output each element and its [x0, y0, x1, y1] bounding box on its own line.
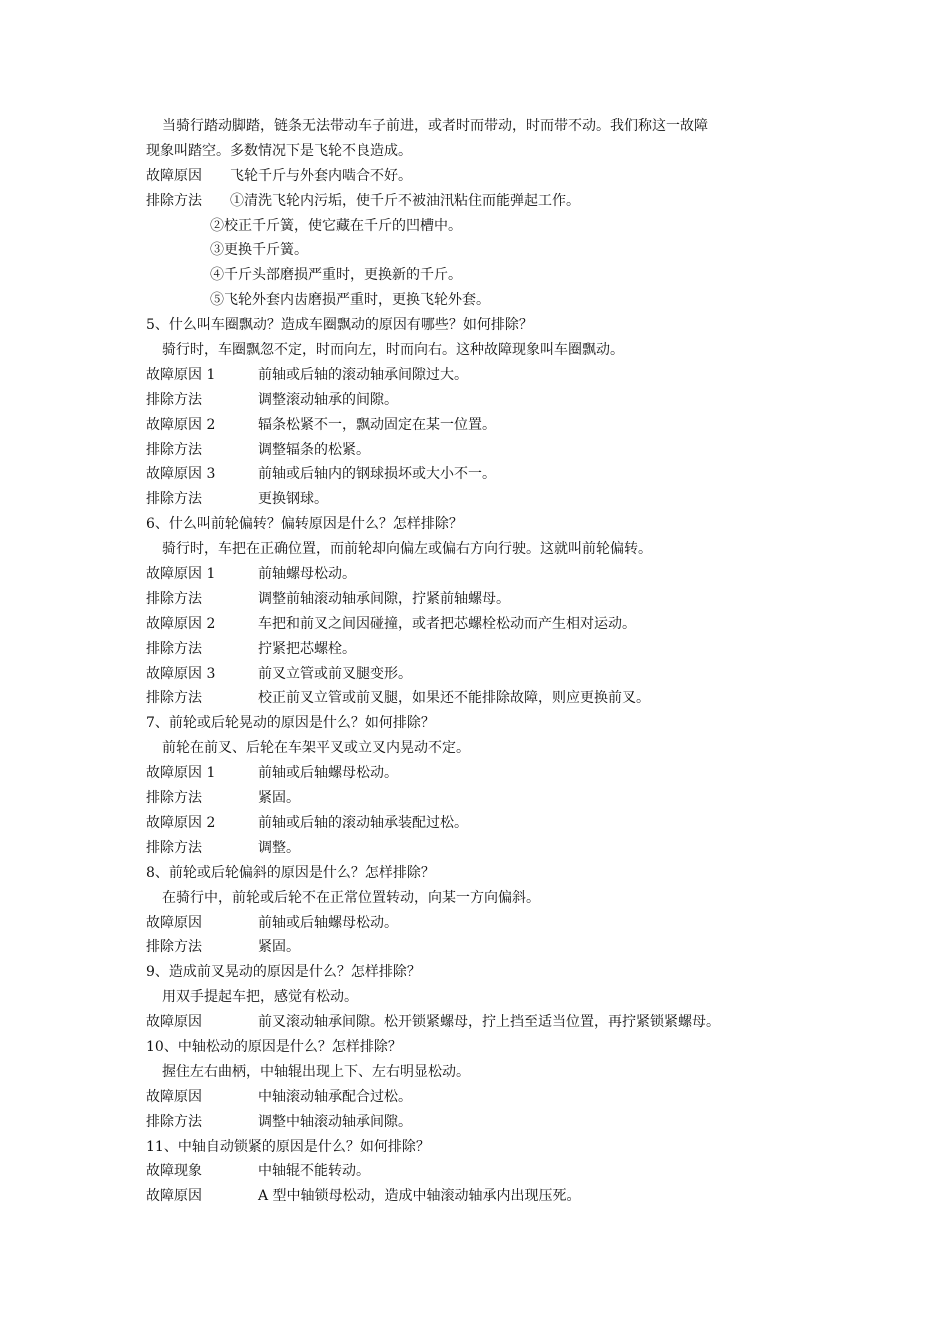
row-label: 故障原因 3 [146, 466, 216, 483]
question-description: 前轮在前叉、后轮在车架平叉或立叉内晃动不定。 [162, 740, 470, 757]
cause-row [146, 811, 826, 836]
row-text: 前叉立管或前叉腿变形。 [258, 665, 412, 682]
cause-row [146, 363, 826, 388]
fix-row [146, 487, 826, 512]
question-description: 骑行时，车圈飘忽不定，时而向左，时而向右。这种故障现象叫车圈飘动。 [162, 342, 624, 359]
row-text: 车把和前叉之间因碰撞，或者把芯螺栓松动而产生相对运动。 [258, 615, 636, 632]
question-heading: 11、中轴自动锁紧的原因是什么？如何排除？ [146, 1138, 430, 1155]
cause-row [146, 164, 826, 189]
row-text: 前轴或后轴螺母松动。 [258, 765, 398, 782]
cause-row [146, 612, 826, 637]
row-label: 排除方法 [146, 690, 202, 707]
row-label: 排除方法 [146, 590, 202, 607]
row-label: 故障原因 2 [146, 615, 216, 632]
row-label: 故障原因 [146, 1014, 202, 1031]
cause-row [146, 1010, 826, 1035]
row-text: 调整中轴滚动轴承间隙。 [258, 1113, 412, 1130]
row-text: 紧固。 [258, 939, 300, 956]
fix-item: ④千斤头部磨损严重时，更换新的千斤。 [210, 267, 462, 284]
cause-row [146, 562, 826, 587]
row-label: 故障原因 [146, 167, 202, 184]
fix-row [146, 637, 826, 662]
row-label: 排除方法 [146, 790, 202, 807]
row-label: 故障原因 1 [146, 566, 216, 583]
fix-row [146, 836, 826, 861]
row-label: 故障原因 [146, 914, 202, 931]
question-description: 在骑行中，前轮或后轮不在正常位置转动，向某一方向偏斜。 [162, 889, 540, 906]
row-text: 前轴或后轴内的钢球损坏或大小不一。 [258, 466, 496, 483]
row-label: 故障原因 2 [146, 814, 216, 831]
row-label: 故障原因 1 [146, 366, 216, 383]
row-text: 调整辐条的松紧。 [258, 441, 370, 458]
question-heading: 8、前轮或后轮偏斜的原因是什么？怎样排除？ [146, 864, 435, 881]
fix-item: ②校正千斤簧，使它藏在千斤的凹槽中。 [210, 217, 462, 234]
row-text: 校正前叉立管或前叉腿，如果还不能排除故障，则应更换前叉。 [258, 690, 650, 707]
row-label: 排除方法 [146, 192, 202, 209]
row-label: 排除方法 [146, 939, 202, 956]
row-text: 中轴辊不能转动。 [258, 1163, 370, 1180]
question-heading: 10、中轴松动的原因是什么？怎样排除？ [146, 1038, 402, 1055]
row-text: 更换钢球。 [258, 491, 328, 508]
row-text: 中轴滚动轴承配合过松。 [258, 1088, 412, 1105]
question-description: 用双手提起车把，感觉有松动。 [162, 989, 358, 1006]
fix-row [146, 686, 826, 711]
row-label: 故障原因 2 [146, 416, 216, 433]
cause-row [146, 462, 826, 487]
question-description: 握住左右曲柄，中轴辊出现上下、左右明显松动。 [162, 1063, 470, 1080]
fix-row [146, 786, 826, 811]
row-label: 排除方法 [146, 640, 202, 657]
row-text: 前轴或后轴螺母松动。 [258, 914, 398, 931]
fix-row [146, 1110, 826, 1135]
cause-row [146, 1184, 826, 1209]
fix-item: ③更换千斤簧。 [210, 242, 308, 259]
cause-row [146, 761, 826, 786]
row-text: 拧紧把芯螺栓。 [258, 640, 356, 657]
question-heading: 5、什么叫车圈飘动？造成车圈飘动的原因有哪些？如何排除？ [146, 317, 533, 334]
row-label: 排除方法 [146, 1113, 202, 1130]
row-label: 故障原因 [146, 1088, 202, 1105]
fix-row [146, 388, 826, 413]
row-label: 故障原因 [146, 1188, 202, 1205]
row-label: 故障原因 1 [146, 765, 216, 782]
row-label: 故障现象 [146, 1163, 202, 1180]
fix-row [146, 438, 826, 463]
fix-item: ⑤飞轮外套内齿磨损严重时，更换飞轮外套。 [210, 292, 490, 309]
row-label: 排除方法 [146, 491, 202, 508]
document-body [146, 114, 826, 1209]
row-text: A 型中轴锁母松动，造成中轴滚动轴承内出现压死。 [258, 1188, 581, 1205]
question-heading: 9、造成前叉晃动的原因是什么？怎样排除？ [146, 964, 421, 981]
row-text: 前轴螺母松动。 [258, 566, 356, 583]
row-text: 前轴或后轴的滚动轴承间隙过大。 [258, 366, 468, 383]
row-text: 紧固。 [258, 790, 300, 807]
question-description: 骑行时，车把在正确位置，而前轮却向偏左或偏右方向行驶。这就叫前轮偏转。 [162, 541, 652, 558]
question-heading: 6、什么叫前轮偏转？偏转原因是什么？怎样排除？ [146, 516, 463, 533]
question-heading: 7、前轮或后轮晃动的原因是什么？如何排除？ [146, 715, 435, 732]
row-text: 前叉滚动轴承间隙。松开锁紧螺母，拧上挡至适当位置，再拧紧锁紧螺母。 [258, 1014, 720, 1031]
row-text: 调整滚动轴承的间隙。 [258, 391, 398, 408]
row-text: 调整前轴滚动轴承间隙，拧紧前轴螺母。 [258, 590, 510, 607]
intro-line: 当骑行踏动脚踏，链条无法带动车子前进，或者时而带动，时而带不动。我们称这一故障 [162, 118, 708, 134]
row-label: 排除方法 [146, 391, 202, 408]
row-text: 飞轮千斤与外套内啮合不好。 [230, 167, 412, 184]
row-label: 故障原因 3 [146, 665, 216, 682]
row-label: 排除方法 [146, 441, 202, 458]
cause-row [146, 1085, 826, 1110]
cause-row [146, 662, 826, 687]
row-text: 调整。 [258, 839, 300, 856]
fix-row [146, 935, 826, 960]
fix-row [146, 189, 826, 214]
intro-line: 现象叫踏空。多数情况下是飞轮不良造成。 [146, 142, 412, 159]
row-label: 排除方法 [146, 839, 202, 856]
fix-row [146, 587, 826, 612]
row-text: ①清洗飞轮内污垢，使千斤不被油汛粘住而能弹起工作。 [230, 192, 580, 209]
cause-row [146, 911, 826, 936]
symptom-row [146, 1159, 826, 1184]
row-text: 前轴或后轴的滚动轴承装配过松。 [258, 814, 468, 831]
row-text: 辐条松紧不一，飘动固定在某一位置。 [258, 416, 496, 433]
cause-row [146, 413, 826, 438]
